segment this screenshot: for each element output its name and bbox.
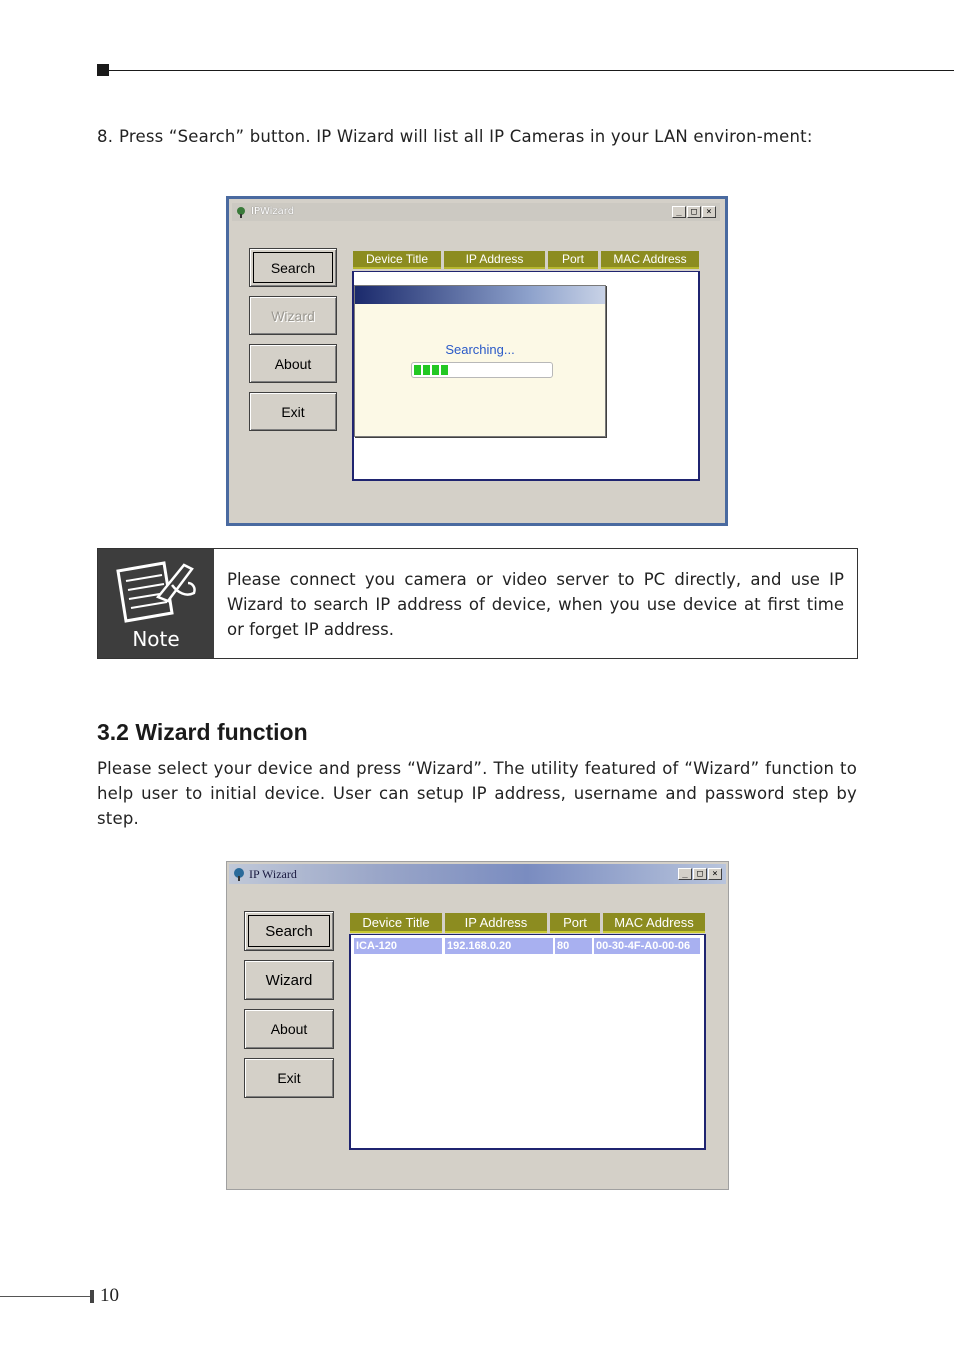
progress-block	[432, 365, 439, 375]
step-number: 8.	[97, 127, 114, 146]
searching-dialog	[354, 285, 606, 437]
progress-block	[423, 365, 430, 375]
footer-mark	[90, 1290, 94, 1303]
minimize-button[interactable]: _	[678, 868, 692, 880]
section-paragraph: Please select your device and press “Wizard”. The utility featured of “Wizard” function to help user to initial device. User can setup IP address, username and password step by step.	[97, 759, 857, 828]
column-device-title[interactable]: Device Title	[350, 913, 442, 933]
page-number: 10	[100, 1285, 119, 1306]
exit-button[interactable]: Exit	[244, 1058, 334, 1098]
footer-rule	[0, 1296, 90, 1297]
column-device-title[interactable]: Device Title	[353, 251, 441, 269]
note-sidebar	[98, 549, 214, 658]
note-box	[97, 548, 858, 659]
progress-block	[414, 365, 421, 375]
header-rule	[109, 70, 954, 71]
column-port[interactable]: Port	[548, 251, 598, 269]
column-ip-address[interactable]: IP Address	[444, 251, 545, 269]
maximize-button[interactable]: □	[687, 206, 701, 218]
app-icon	[235, 206, 247, 218]
note-label: Note	[132, 627, 180, 651]
window-title: IPWizard	[251, 206, 295, 217]
close-button[interactable]: ×	[702, 206, 716, 218]
device-list[interactable]	[349, 934, 706, 1150]
progress-block	[441, 365, 448, 375]
ipwizard-window-searching	[226, 196, 728, 526]
cell-ip-address: 192.168.0.20	[445, 938, 553, 954]
column-mac-address[interactable]: MAC Address	[603, 913, 705, 933]
wizard-button[interactable]: Wizard	[249, 296, 337, 335]
wizard-button[interactable]: Wizard	[244, 960, 334, 1000]
searching-label: Searching...	[445, 342, 515, 357]
column-mac-address[interactable]: MAC Address	[601, 251, 699, 269]
column-ip-address[interactable]: IP Address	[445, 913, 547, 933]
note-text: Please connect you camera or video server to PC directly, and use IP Wizard to search IP address of device, when you use device at first time or forget IP address.	[227, 570, 844, 639]
maximize-button[interactable]: □	[693, 868, 707, 880]
section-title: 3.2 Wizard function	[97, 719, 308, 745]
minimize-button[interactable]: _	[672, 206, 686, 218]
column-port[interactable]: Port	[550, 913, 600, 933]
search-button[interactable]: Search	[249, 248, 337, 287]
about-button[interactable]: About	[244, 1009, 334, 1049]
note-pen-icon	[112, 557, 200, 623]
search-button[interactable]: Search	[244, 911, 334, 951]
title-bar[interactable]	[229, 864, 726, 884]
dialog-title-bar	[355, 286, 605, 304]
close-button[interactable]: ×	[708, 868, 722, 880]
table-row[interactable]	[354, 938, 704, 956]
ipwizard-window-results	[226, 861, 729, 1190]
exit-button[interactable]: Exit	[249, 392, 337, 431]
cell-device-title: ICA-120	[354, 938, 442, 954]
title-bar[interactable]	[232, 203, 720, 221]
header-square-mark	[97, 64, 109, 76]
cell-port: 80	[555, 938, 592, 954]
app-icon	[232, 867, 246, 881]
about-button[interactable]: About	[249, 344, 337, 383]
progress-fill	[414, 365, 448, 375]
window-title: IP Wizard	[249, 867, 297, 881]
search-progress-bar	[411, 362, 553, 378]
cell-mac-address: 00-30-4F-A0-00-06	[594, 938, 700, 954]
step-text: Press “Search” button. IP Wizard will list all IP Cameras in your LAN environ-ment:	[119, 127, 813, 146]
